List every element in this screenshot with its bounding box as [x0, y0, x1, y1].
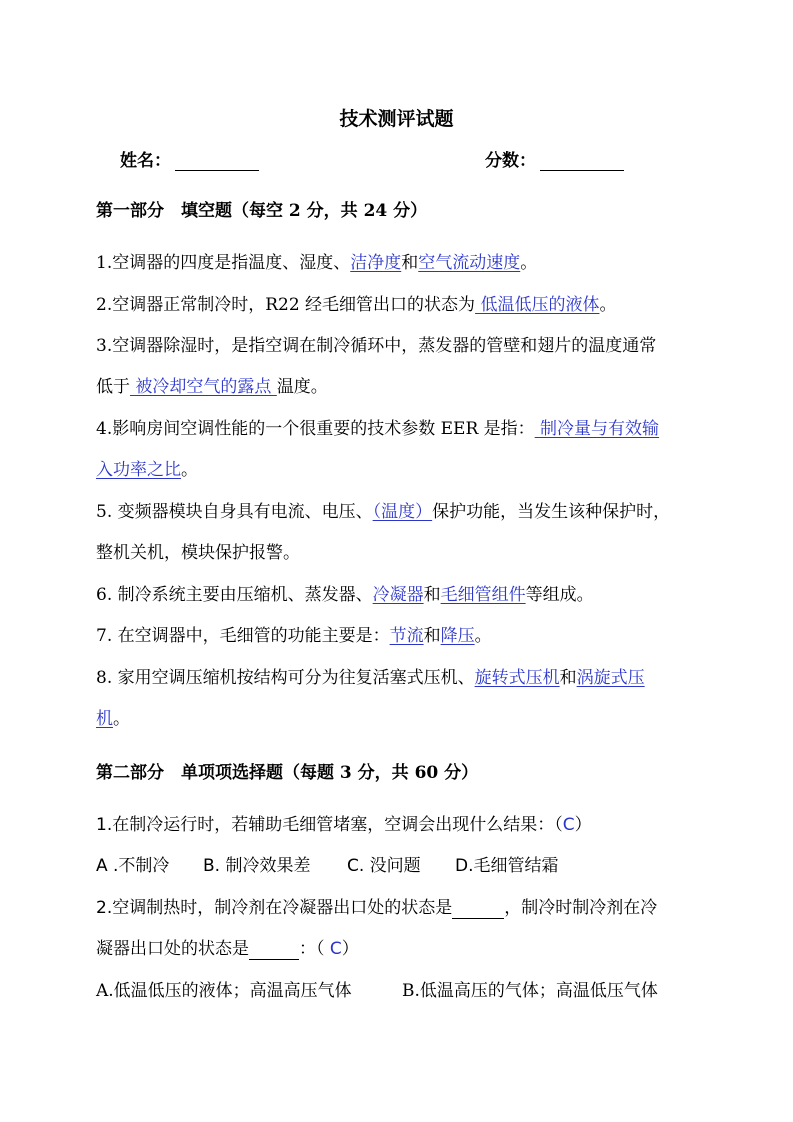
p2-q1: [96, 814, 592, 836]
q-text: 。: [113, 709, 130, 729]
part1-heading: 第一部分 填空题（每空 2 分，共 24 分）: [96, 201, 428, 221]
p1-q5-line2: 整机关机，模块保护报警。: [96, 543, 300, 563]
q-number: 2.: [96, 898, 113, 918]
answer-text: 毛细管组件: [440, 585, 526, 605]
name-blank[interactable]: [175, 152, 259, 171]
p2-q2-option-b: B.低温高压的气体；高温低压气体: [402, 981, 658, 1001]
q-text: 和: [423, 585, 441, 605]
answer-text: 旋转式压机: [474, 668, 560, 688]
q-text: 和: [559, 668, 577, 688]
p2-q1-option-d: D.毛细管结霜: [455, 856, 559, 876]
q-text: ：（: [299, 939, 330, 959]
answer-text: （温度）: [372, 502, 433, 522]
part2-heading: 第二部分 单项项选择题（每题 3 分，共 60 分）: [96, 763, 479, 783]
answer-text: 空气流动速度: [418, 253, 521, 273]
p1-q2: [96, 294, 616, 316]
name-field: [120, 146, 259, 171]
p1-q4-line1: [96, 418, 659, 440]
q-text: ）: [341, 939, 359, 959]
p1-q4-line2: [96, 459, 198, 481]
answer-text: 涡旋式压: [576, 668, 645, 688]
answer-blank[interactable]: [249, 942, 299, 960]
q-text: ）: [574, 815, 592, 835]
p1-q8-line1: [96, 667, 645, 689]
score-label: 分数：: [485, 151, 536, 171]
answer-text: 节流: [389, 626, 424, 646]
q-text: 。: [181, 460, 198, 480]
q-text: 7. 在空调器中，毛细管的功能主要是：: [96, 626, 390, 646]
q-text: 低于: [96, 377, 130, 397]
q-text: 2.空调器正常制冷时，R22 经毛细管出口的状态为: [96, 295, 476, 315]
q-text: 在制冷运行时，若辅助毛细管堵塞，空调会出现什么结果：（: [112, 815, 563, 835]
q-text: 4.影响房间空调性能的一个很重要的技术参数 EER 是指：: [96, 419, 535, 439]
q-text: 空调制热时，制冷剂在冷凝器出口处的状态是: [112, 898, 453, 918]
q-text: 1.空调器的四度是指温度、湿度、: [96, 253, 351, 273]
q-text: ，制冷时制冷剂在冷: [504, 898, 658, 918]
q-text: 凝器出口处的状态是: [96, 939, 249, 959]
q-number: 1.: [96, 815, 113, 835]
q-text: 。: [599, 295, 617, 315]
q-text: 温度。: [276, 377, 328, 397]
score-blank[interactable]: [540, 152, 624, 171]
answer-text: 入功率之比: [96, 460, 181, 480]
p2-q1-option-b: B. 制冷效果差: [203, 856, 311, 876]
p2-q1-option-c: C. 没问题: [347, 856, 421, 876]
p2-q2-line1: [96, 897, 657, 919]
answer-text: 洁净度: [350, 253, 402, 273]
answer-text: 低温低压的液体: [475, 295, 600, 315]
p1-q3-line2: [96, 376, 328, 398]
answer-text: C: [562, 815, 575, 835]
q-text: 保护功能，当发生该种保护时，: [432, 502, 671, 522]
q-text: 和: [423, 626, 441, 646]
p2-q2-option-a: A.低温低压的液体；高温高压气体: [96, 981, 352, 1001]
answer-text: 机: [96, 709, 113, 729]
answer-blank[interactable]: [452, 901, 504, 919]
name-label: 姓名：: [120, 151, 171, 171]
q-text: 。: [474, 626, 492, 646]
p1-q3-line1: 3.空调器除湿时，是指空调在制冷循环中，蒸发器的管壁和翅片的温度通常: [96, 336, 657, 356]
answer-text: 降压: [440, 626, 475, 646]
answer-text: C: [329, 939, 342, 959]
answer-text: 冷凝器: [372, 585, 424, 605]
q-text: 5. 变频器模块自身具有电流、电压、: [96, 502, 373, 522]
q-text: 6. 制冷系统主要由压缩机、蒸发器、: [96, 585, 373, 605]
score-field: [485, 146, 624, 171]
answer-text: 制冷量与有效输: [534, 419, 660, 439]
page-title: 技术测评试题: [339, 108, 454, 130]
p1-q6: [96, 584, 594, 606]
p2-q2-line2: [96, 938, 359, 960]
p2-q1-option-a: A .不制冷: [96, 856, 170, 876]
q-text: 。: [520, 253, 538, 273]
q-text: 等组成。: [525, 585, 594, 605]
p1-q8-line2: [96, 708, 130, 730]
q-text: 8. 家用空调压缩机按结构可分为往复活塞式压机、: [96, 668, 475, 688]
p1-q7: [96, 625, 492, 647]
answer-text: 被冷却空气的露点: [130, 377, 277, 397]
q-text: 和: [401, 253, 419, 273]
p1-q5-line1: [96, 501, 670, 523]
p1-q1: [96, 252, 537, 274]
